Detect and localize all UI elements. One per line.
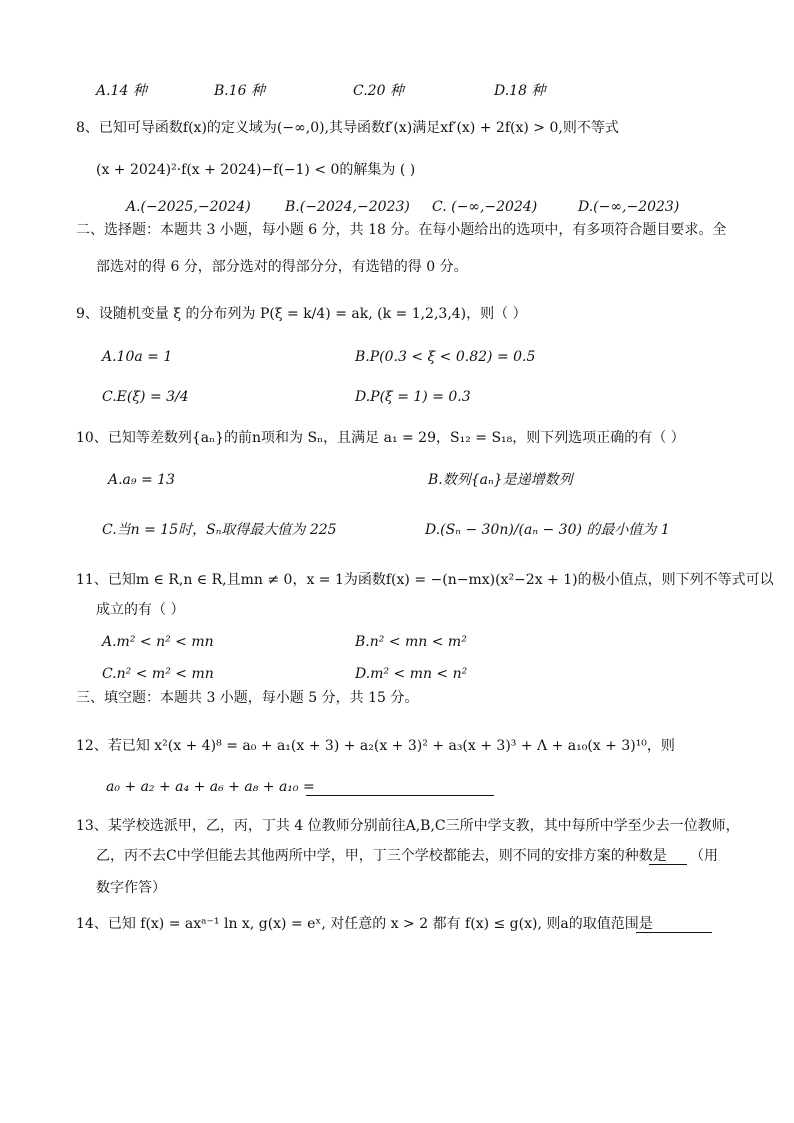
q13-answer-blank: [649, 850, 687, 865]
q13-stem-line2b: （用: [690, 848, 718, 864]
q10-option-d: D.(Sₙ − 30n)/(aₙ − 30) 的最小值为 1: [425, 522, 670, 538]
q13-stem-line3: 数字作答）: [96, 880, 166, 896]
q8-option-b: B.(−2024,−2023): [285, 199, 410, 215]
q9-option-d: D.P(ξ = 1) = 0.3: [355, 389, 471, 405]
q9-option-a: A.10a = 1: [102, 349, 173, 365]
q11-stem-line1: 11、已知m ∈ R,n ∈ R,且mn ≠ 0，x = 1为函数f(x) = −(n−mx)(x²−2x + 1)的极小值点，则下列不等式可以: [76, 572, 774, 588]
q11-option-b: B.n² < mn < m²: [355, 634, 467, 650]
q9-option-c: C.E(ξ) = 3/4: [102, 389, 189, 405]
q8-stem-line1: 8、已知可导函数f(x)的定义域为(−∞,0),其导函数f′(x)满足xf′(x) + 2f(x) > 0,则不等式: [76, 120, 619, 136]
q13-stem-line1: 13、某学校选派甲，乙，丙，丁共 4 位教师分别前往A,B,C三所中学支教，其中每所中学至少去一位教师，: [76, 818, 740, 834]
q14-stem: 14、已知 f(x) = axᵃ⁻¹ ln x, g(x) = eˣ, 对任意的 x > 2 都有 f(x) ≤ g(x), 则a的取值范围是: [76, 916, 653, 932]
q10-option-c: C.当n = 15时，Sₙ取得最大值为 225: [102, 522, 337, 538]
q8-option-c: C. (−∞,−2024): [432, 199, 538, 215]
q12-answer-blank: [306, 781, 494, 796]
q8-option-a: A.(−2025,−2024): [126, 199, 251, 215]
q10-option-a: A.a₉ = 13: [108, 472, 175, 488]
q11-option-a: A.m² < n² < mn: [102, 634, 214, 650]
q9-option-b: B.P(0.3 < ξ < 0.82) = 0.5: [355, 349, 536, 365]
q8-option-d: D.(−∞,−2023): [578, 199, 680, 215]
section2-heading: 二、选择题：本题共 3 小题，每小题 6 分，共 18 分。在每小题给出的选项中，有多项符合题目要求。全: [76, 222, 727, 238]
q14-answer-blank: [636, 918, 712, 933]
q13-stem-line2a: 乙，丙不去C中学但能去其他两所中学，甲，丁三个学校都能去，则不同的安排方案的种数是: [96, 848, 667, 864]
q12-expression: a₀ + a₂ + a₄ + a₆ + a₈ + a₁₀ =: [106, 779, 315, 795]
q8-stem-line2: (x + 2024)²·f(x + 2024)−f(−1) < 0的解集为 ( ): [96, 162, 416, 178]
q10-stem: 10、已知等差数列{aₙ}的前n项和为 Sₙ，且满足 a₁ = 29，S₁₂ = S₁₈，则下列选项正确的有（ ）: [76, 430, 685, 446]
q11-option-c: C.n² < m² < mn: [102, 666, 214, 682]
q7-option-c: C.20 种: [353, 83, 404, 99]
q10-option-b: B.数列{aₙ}是递增数列: [428, 472, 573, 488]
q7-option-a: A.14 种: [96, 83, 147, 99]
section3-heading: 三、填空题：本题共 3 小题，每小题 5 分，共 15 分。: [76, 690, 419, 706]
section2-note: 部选对的得 6 分，部分选对的得部分分，有选错的得 0 分。: [96, 259, 468, 275]
q11-option-d: D.m² < mn < n²: [355, 666, 468, 682]
q7-option-d: D.18 种: [494, 83, 546, 99]
q7-option-b: B.16 种: [214, 83, 266, 99]
q12-stem: 12、若已知 x²(x + 4)⁸ = a₀ + a₁(x + 3) + a₂(x + 3)² + a₃(x + 3)³ + Λ + a₁₀(x + 3)¹⁰，则: [76, 738, 675, 754]
q11-stem-line2: 成立的有（ ）: [96, 602, 185, 618]
q9-stem: 9、设随机变量 ξ 的分布列为 P(ξ = k/4) = ak, (k = 1,2,3,4)，则（ ）: [76, 306, 527, 322]
